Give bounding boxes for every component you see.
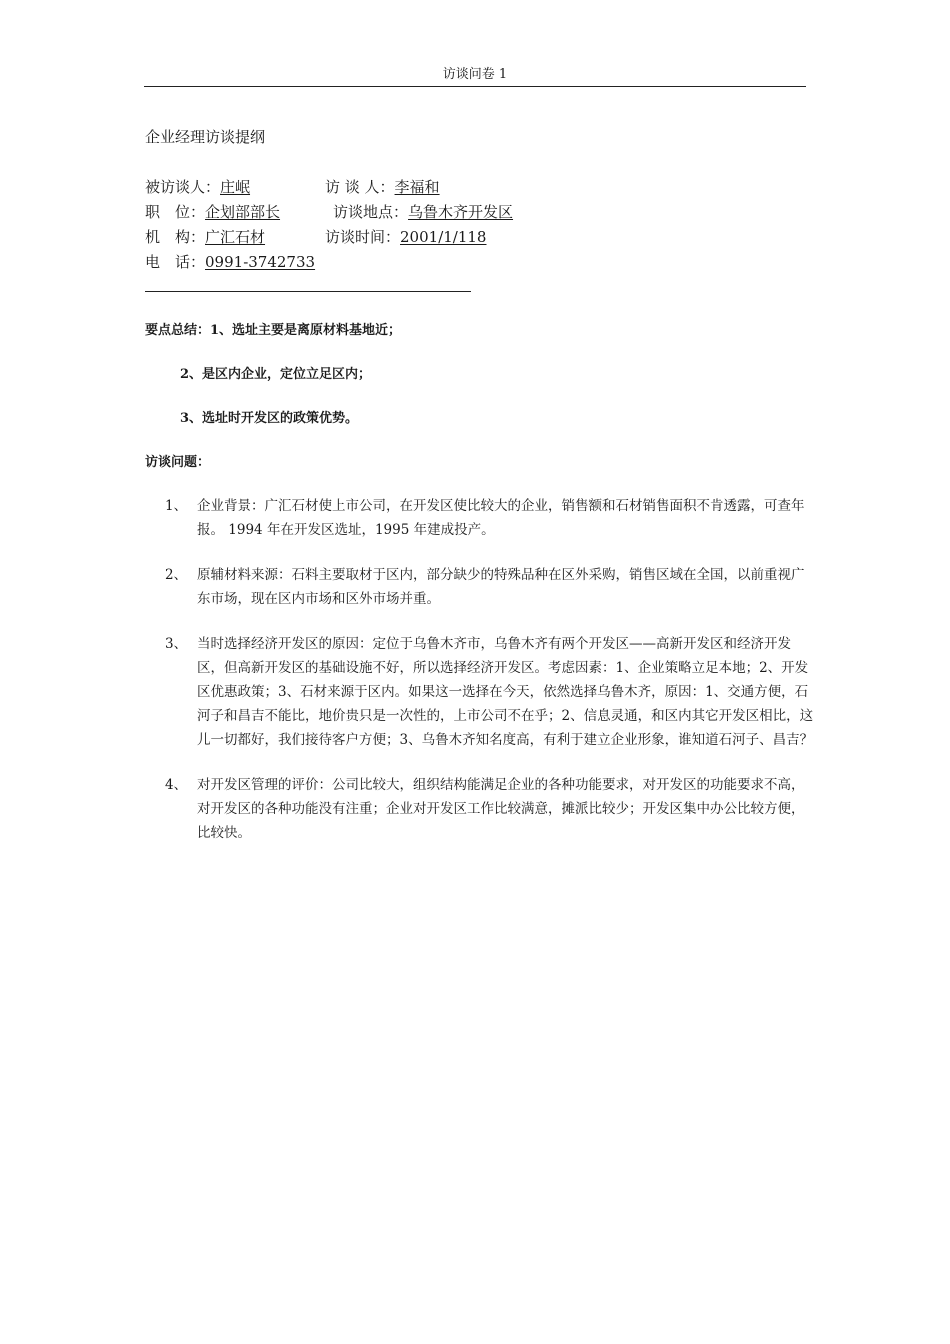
list-item	[145, 632, 815, 752]
question-number: 2、	[165, 567, 188, 583]
time-field	[325, 225, 486, 250]
question-list	[145, 494, 815, 866]
question-text: 原辅材料来源：石料主要取材于区内，部分缺少的特殊品种在区外采购，销售区域在全国，以前重视广东市场，现在区内市场和区外市场并重。	[197, 567, 805, 607]
summary-line-2: 2、是区内企业，定位立足区内；	[180, 367, 372, 382]
location-label: 访谈地点：	[333, 203, 409, 221]
interviewee-field	[145, 175, 250, 200]
list-item	[145, 773, 815, 845]
location-value: 乌鲁木齐开发区	[408, 203, 514, 221]
question-number: 1、	[165, 498, 188, 514]
summary-line-3: 3、选址时开发区的政策优势。	[180, 411, 359, 426]
page-header: 访谈问卷 1	[144, 66, 806, 87]
interviewee-label: 被访谈人：	[145, 178, 221, 196]
organization-value: 广汇石材	[205, 228, 266, 246]
question-text: 当时选择经济开发区的原因：定位于乌鲁木齐市，乌鲁木齐有两个开发区——高新开发区和经济开发区，但高新开发区的基础设施不好，所以选择经济开发区。考虑因素：1、企业策略立足本地；2、开发区优惠政策；3、石材来源于区内。如果这一选择在今天，依然选择乌鲁木齐，原因：1、交通方便，石河子和昌吉不能比，地价贵只是一次性的，上市公司不在乎；2、信息灵通，和区内其它开发区相比，这儿一切都好，我们接待客户方便；3、乌鲁木齐知名度高，有利于建立企业形象，谁知道石河子、昌吉？	[197, 636, 814, 748]
position-field	[145, 200, 280, 225]
time-label: 访谈时间：	[325, 228, 401, 246]
interviewer-field	[325, 175, 440, 200]
interviewer-value: 李福和	[394, 178, 440, 196]
organization-field	[145, 225, 265, 250]
question-text: 对开发区管理的评价：公司比较大，组织结构能满足企业的各种功能要求，对开发区的功能要求不高，对开发区的各种功能没有注重；企业对开发区工作比较满意，摊派比较少；开发区集中办公比较方便，比较快。	[197, 777, 805, 841]
interviewee-value: 庄岷	[220, 178, 251, 196]
section-divider	[145, 291, 471, 292]
question-number: 4、	[165, 777, 188, 793]
phone-value: 0991-3742733	[205, 253, 316, 271]
document-title: 企业经理访谈提纲	[145, 128, 266, 146]
list-item	[145, 563, 815, 611]
question-text: 企业背景：广汇石材使上市公司，在开发区使比较大的企业，销售额和石材销售面积不肯透露，可查年报。 1994 年在开发区选址，1995 年建成投产。	[197, 498, 805, 538]
question-number: 3、	[165, 636, 188, 652]
position-value: 企划部部长	[205, 203, 281, 221]
position-label: 职 位：	[145, 203, 206, 221]
summary-line-1: 要点总结：1、选址主要是离原材料基地近；	[145, 323, 402, 338]
phone-field	[145, 250, 315, 275]
interviewer-label: 访 谈 人：	[325, 178, 395, 196]
organization-label: 机 构：	[145, 228, 206, 246]
phone-label: 电 话：	[145, 253, 206, 271]
time-value: 2001/1/118	[400, 228, 487, 246]
list-item	[145, 494, 815, 542]
questions-heading: 访谈问题：	[145, 455, 211, 470]
location-field	[333, 200, 513, 225]
